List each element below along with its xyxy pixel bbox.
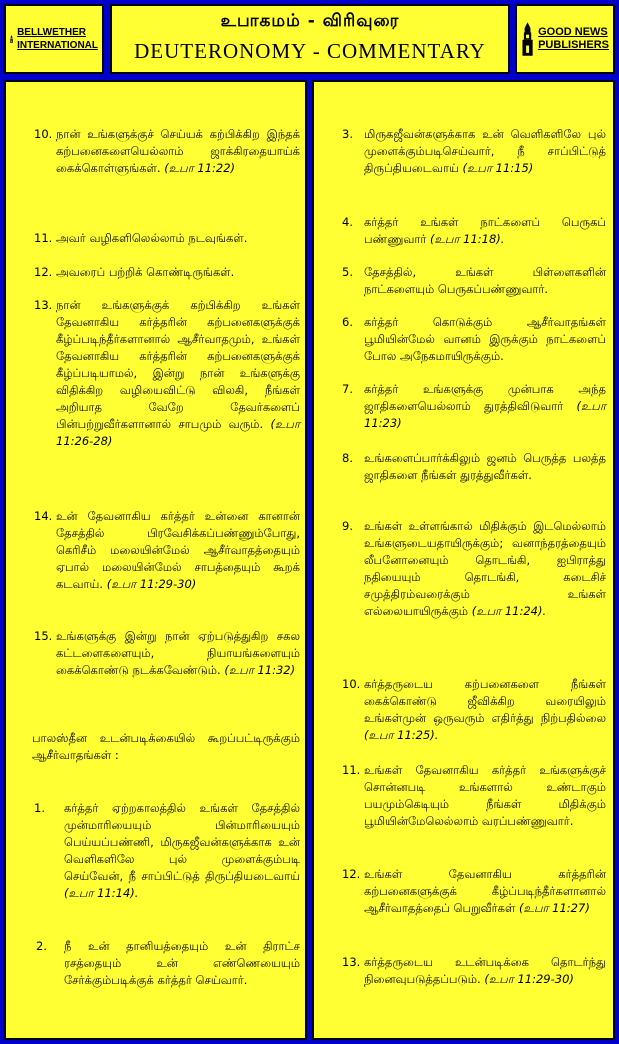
left-column: [4, 80, 307, 1040]
list-item-number: 7.: [342, 382, 353, 396]
tamil-title: உபாகமம் - விரிவுரை: [220, 11, 400, 31]
list-item: மிருகஜீவன்களுக்காக உன் வெளிகளிலே புல் முளைக்கும்படிசெய்வார், நீ சாப்பிட்டுத் திருப்தியடைவாய் (உபா 11:15): [364, 127, 606, 175]
english-title: DEUTERONOMY - COMMENTARY: [134, 39, 486, 63]
bell-tower-icon: [521, 16, 534, 62]
left-logo-line1: BELLWETHER: [17, 27, 86, 38]
verse-reference: (உபா 11:26-28): [56, 417, 300, 448]
verse-reference: (உபா 11:27): [519, 901, 590, 915]
list-item-number: 6.: [342, 315, 353, 329]
bellwether-logo: [4, 4, 104, 74]
list-item-number: 15.: [34, 629, 53, 643]
list-item: கர்த்தர் உங்கள் நாட்களைப் பெருகப் பண்ணுவார் (உபா 11:18).: [364, 215, 606, 246]
list-item: கர்த்தர் ஏற்றகாலத்தில் உங்கள் தேசத்தில் முன்மாரியையும் பின்மாரியையும் பெய்யப்பண்ணி, மிருகஜீவன்களுக்காக உன் வெளிகளிலே புல் முளைக்கும்படி செய்வேன், நீ சாப்பிட்டுத் திருப்தியடைவாய் (உபா 11:14).: [64, 801, 300, 900]
list-item-number: 4.: [342, 215, 353, 229]
list-item-number: 8.: [342, 451, 353, 465]
list-item-number: 3.: [342, 127, 353, 141]
verse-reference: (உபா 11:18).: [430, 232, 505, 246]
list-item: அவரைப் பற்றிக் கொண்டிருங்கள்.: [56, 265, 235, 279]
list-item: நீ உன் தானியத்தையும் உன் திராட்ச ரசத்தையும் உன் எண்ணெயையும் சேர்க்கும்படிக்குக் கர்த்தர் செய்வார்.: [64, 939, 300, 987]
verse-reference: (உபா 11:25).: [364, 728, 439, 742]
right-logo-line1: GOOD NEWS: [538, 26, 608, 38]
list-item-number: 13.: [342, 955, 361, 969]
verse-reference: (உபா 11:23): [364, 399, 606, 430]
list-item: உங்கள் தேவனாகிய கர்த்தரின் கற்பனைகளுக்குக் கீழ்ப்படிந்தீர்களானால் ஆசீர்வாதத்தைப் பெறுவீர்கள் (உபா 11:27): [364, 867, 606, 915]
list-item-number: 12.: [34, 265, 53, 279]
list-item-number: 10.: [34, 127, 53, 141]
title-banner: [110, 4, 510, 74]
list-item: கர்த்தருடைய கற்பனைகளை நீங்கள் கைக்கொண்டு ஜீவிக்கிற வரையிலும் உங்கள்முன் ஒருவரும் எதிர்த்து நிற்பதில்லை (உபா 11:25).: [364, 677, 606, 742]
list-item-number: 13.: [34, 298, 53, 312]
right-logo-line2: PUBLISHERS: [538, 39, 609, 51]
list-item: நான் உங்களுக்குக் கற்பிக்கிற உங்கள் தேவனாகிய கர்த்தரின் கற்பனைகளுக்குக் கீழ்ப்படிந்தீர்களானால் ஆசீர்வாதமும், உங்கள் தேவனாகிய கர்த்தரின் கற்பனைகளுக்குக் கீழ்ப்படியாமல், இன்று நான் உங்களுக்கு விதிக்கிற வழியைவிட்டு விலகி, நீங்கள் அறியாத வேறே தேவர்களைப் பின்பற்றுவீர்களானால் சாபமும் வரும். (உபா 11:26-28): [56, 298, 300, 448]
list-item-number: 9.: [342, 519, 353, 533]
list-item: கர்த்தருடைய உடன்படிக்கை தொடர்ந்து நினைவுபடுத்தப்படும். (உபா 11:29-30): [364, 955, 606, 986]
list-item-number: 1.: [34, 801, 45, 815]
verse-reference: (உபா 11:29-30): [106, 577, 197, 591]
verse-reference: (உபா 11:24).: [471, 604, 547, 618]
list-item: கர்த்தர் உங்களுக்கு முன்பாக அந்த ஜாதிகளையெல்லாம் துரத்திவிடுவார் (உபா 11:23): [364, 382, 606, 430]
bell-tower-icon: [10, 16, 13, 62]
good-news-logo: [515, 4, 615, 74]
list-item-number: 2.: [36, 939, 47, 953]
verse-reference: (உபா 11:22): [164, 161, 236, 175]
list-item: அவர் வழிகளிலெல்லாம் நடவுங்கள்.: [56, 231, 248, 245]
list-item: நான் உங்களுக்குச் செய்யக் கற்பிக்கிற இந்தக் கற்பனைகளையெல்லாம் ஜாக்கிரதையாய்க் கைக்கொள்ளுங்கள். (உபா 11:22): [56, 127, 300, 175]
list-item-number: 11.: [34, 231, 53, 245]
list-item-number: 12.: [342, 867, 361, 881]
left-logo-line2: INTERNATIONAL: [17, 40, 98, 51]
right-column: [312, 80, 615, 1040]
list-item-number: 10.: [342, 677, 361, 691]
list-item: உங்கள் உள்ளங்கால் மிதிக்கும் இடமெல்லாம் உங்களுடையதாயிருக்கும்; வனாந்தரத்தையும் லீபனோனையும் தொடங்கி, ஐபிராத்து நதியையும் தொடங்கி, கடைசிச் சமுத்திரம்வரைக்கும் உங்கள் எல்லையாயிருக்கும் (உபா 11:24).: [364, 519, 606, 618]
list-item: தேசத்தில், உங்கள் பிள்ளைகளின் நாட்களையும் பெருகப்பண்ணுவார்.: [364, 265, 606, 296]
verse-reference: (உபா 11:29-30): [484, 972, 574, 986]
list-item: உங்களுக்கு இன்று நான் ஏற்படுத்துகிற சகல கட்டளைகளையும், நியாயங்களையும் கைக்கொண்டு நடக்கவேண்டும். (உபா 11:32): [56, 629, 300, 677]
list-item-number: 11.: [342, 763, 361, 777]
verse-reference: (உபா 11:14).: [64, 886, 139, 900]
list-item: உன் தேவனாகிய கர்த்தர் உன்னை கானான் தேசத்தில் பிரவேசிக்கப்பண்ணும்போது, கெரிசீம் மலையின்மேல் ஆசீர்வாதத்தையும் ஏபால் மலையின்மேல் சாபத்தையும் கூறக் கடவாய். (உபா 11:29-30): [56, 509, 300, 591]
list-item-number: 14.: [34, 509, 53, 523]
list-item: உங்கள் தேவனாகிய கர்த்தர் உங்களுக்குச் சொன்னபடி உங்களால் உண்டாகும் பயமும்கெடியும் நீங்கள் மிதிக்கும் பூமியின்மேலெல்லாம் வரப்பண்ணுவார்.: [364, 763, 606, 828]
list-item: கர்த்தர் கொடுக்கும் ஆசீர்வாதங்கள் பூமியின்மேல் வானம் இருக்கும் நாட்களைப் போல அநேகமாயிருக்கும்.: [364, 315, 606, 363]
list-item: உங்களைப்பார்க்கிலும் ஜனம் பெருத்த பலத்த ஜாதிகளை நீங்கள் துரத்துவீர்கள்.: [364, 451, 606, 482]
list-item-number: 5.: [342, 265, 353, 279]
verse-reference: (உபா 11:15): [462, 161, 534, 175]
verse-reference: (உபா 11:32): [224, 663, 296, 677]
blessings-intro: பாலஸ்தீன உடன்படிக்கையில் கூறப்பட்டிருக்கும் ஆசீர்வாதங்கள் :: [32, 731, 300, 762]
